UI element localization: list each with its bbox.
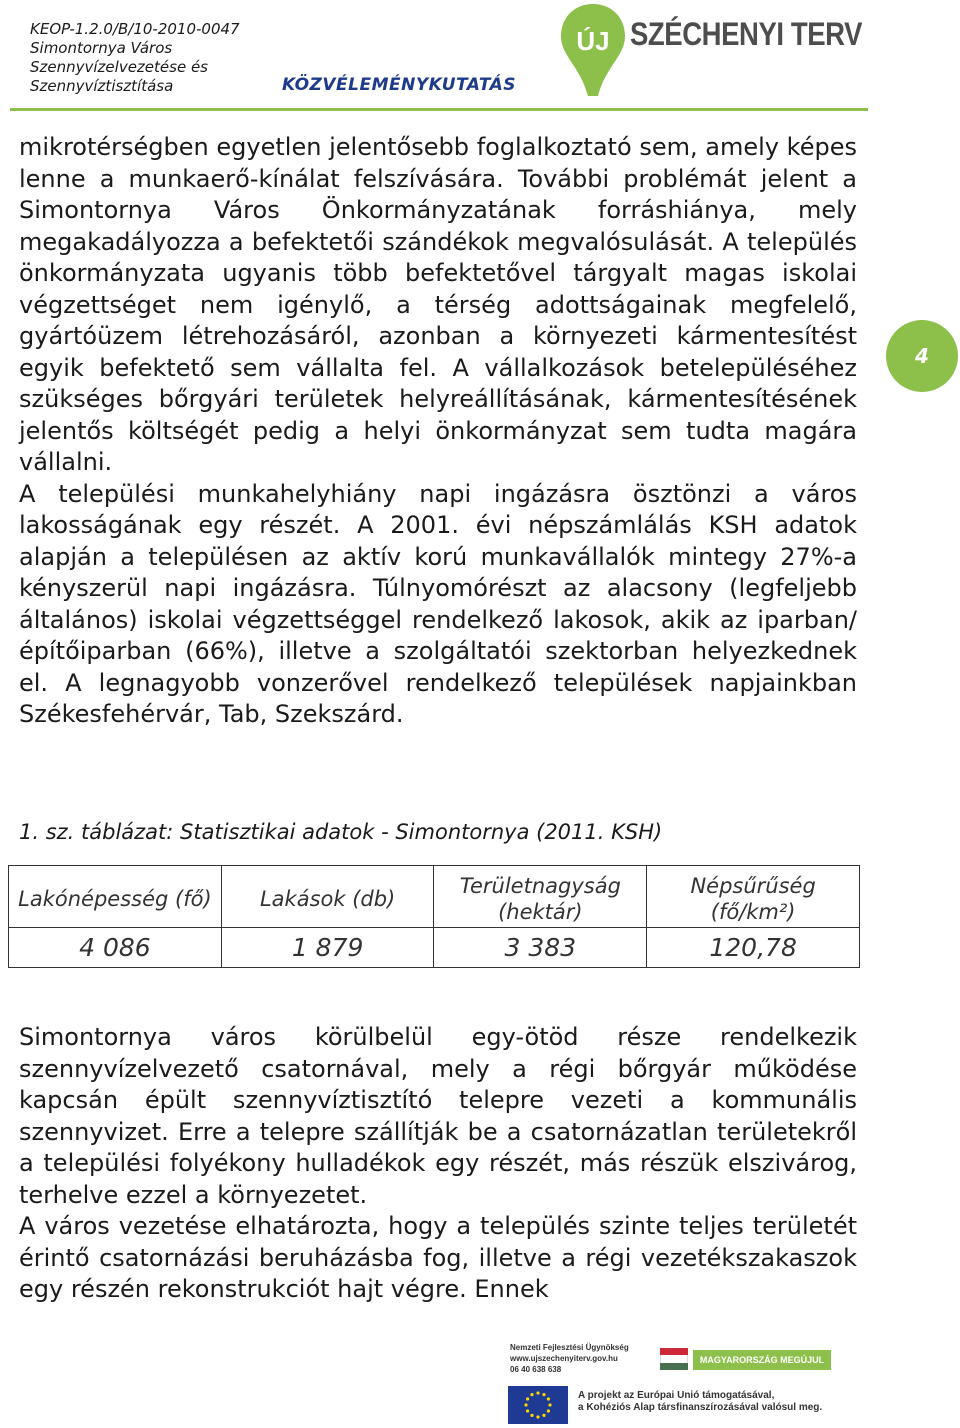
hungarian-flag-icon bbox=[660, 1348, 688, 1370]
eu-flag-icon bbox=[508, 1386, 568, 1424]
table-cell: 120,78 bbox=[647, 928, 860, 968]
paragraph: A települési munkahelyhiány napi ingázásra ösztönzi a város lakosságának egy részét. A 2001. évi népszámlálás KSH adatok alapján a településen az aktív korú munkavállalók mintegy 27%-a kényszerül napi ingázásra. Túlnyomórészt az alacsony (legfeljebb általános) iskolai végzettséggel rendelkező lakosok, akik az iparban/építőiparban (66%), illetve a szolgáltatói szektorban helyezkednek el. A legnagyobb vonzerővel rendelkező települések napjainkban Székesfehérvár, Tab, Szekszárd. bbox=[19, 479, 857, 728]
eu-funding-line-2: a Kohéziós Alap társfinanszírozásával valósul meg. bbox=[578, 1402, 823, 1413]
agency-name: Nemzeti Fejlesztési Ügynökség bbox=[510, 1343, 629, 1352]
table-row bbox=[9, 928, 860, 968]
map-pin-icon bbox=[558, 0, 628, 100]
table-caption: 1. sz. táblázat: Statisztikai adatok - Simontornya (2011. KSH) bbox=[19, 820, 663, 844]
document-type: KÖZVÉLEMÉNYKUTATÁS bbox=[282, 75, 517, 95]
table-header-cell: Lakónépesség (fő) bbox=[9, 866, 222, 928]
table-cell: 4 086 bbox=[9, 928, 222, 968]
table-header-cell: Területnagyság (hektár) bbox=[434, 866, 647, 928]
project-title-line-2: Szennyvíztisztítása bbox=[30, 77, 174, 95]
logo-pin-text: ÚJ bbox=[576, 26, 610, 56]
table-cell: 1 879 bbox=[221, 928, 434, 968]
agency-website: www.ujszechenyiterv.gov.hu bbox=[510, 1354, 618, 1363]
table-header-cell: Lakások (db) bbox=[221, 866, 434, 928]
paragraph: A város vezetése elhatározta, hogy a település szinte teljes területét érintő csatornázási beruházásba fog, illetve a régi vezetékszakaszok egy részén rekonstrukciót hajt végre. Ennek bbox=[19, 1212, 857, 1303]
eu-funding-note bbox=[578, 1390, 822, 1414]
renewal-banner: MAGYARORSZÁG MEGÚJUL bbox=[693, 1350, 831, 1370]
header-divider bbox=[10, 108, 868, 111]
page-number-badge bbox=[886, 320, 958, 392]
agency-phone: 06 40 638 638 bbox=[510, 1365, 562, 1374]
eu-funding-line-1: A projekt az Európai Unió támogatásával, bbox=[578, 1390, 775, 1401]
table-header-cell: Népsűrűség (fő/km²) bbox=[647, 866, 860, 928]
table-header-row bbox=[9, 866, 860, 928]
statistics-table bbox=[8, 865, 860, 968]
table-cell: 3 383 bbox=[434, 928, 647, 968]
main-text bbox=[19, 132, 857, 731]
logo-text: SZÉCHENYI TERV bbox=[630, 16, 863, 52]
main-text-continued bbox=[19, 1022, 857, 1306]
project-code: KEOP-1.2.0/B/10-2010-0047 bbox=[30, 20, 240, 38]
agency-info bbox=[510, 1342, 629, 1375]
project-title-line-1: Szennyvízelvezetése és bbox=[30, 58, 209, 76]
szechenyi-terv-logo bbox=[558, 0, 868, 100]
page-header bbox=[0, 0, 960, 112]
page-footer bbox=[500, 1340, 840, 1425]
project-info bbox=[30, 20, 240, 96]
project-city: Simontornya Város bbox=[30, 39, 173, 57]
paragraph: mikrotérségben egyetlen jelentősebb foglalkoztató sem, amely képes lenne a munkaerő-kínálat felszívására. További problémát jelent a Simontornya Város Önkormányzatának forráshiánya, mely megakadályozza a befektetői szándékok megvalósulását. A település önkormányzata ugyanis több befektetővel tárgyalt magas iskolai végzettséget nem igénylő, a térség adottságainak megfelelő, gyártóüzem létrehozásáról, azonban a környezeti kármentesítést egyik befektető sem vállalta fel. A vállalkozások betelepüléséhez szükséges bőrgyári területek helyreállításának, kármentesítésének jelentős költségét pedig a helyi önkormányzat sem tudta magára vállalni. bbox=[19, 133, 857, 476]
page-number: 4 bbox=[915, 344, 929, 368]
paragraph: Simontornya város körülbelül egy-ötöd része rendelkezik szennyvízelvezető csatornával, mely a régi bőrgyár működése kapcsán épült szennyvíztisztító telepre vezeti a kommunális szennyvizet. Erre a telepre szállítják be a csatornázatlan területekről a települési folyékony hulladékok egy részét, más részük elszivárog, terhelve ezzel a környezetet. bbox=[19, 1023, 857, 1209]
